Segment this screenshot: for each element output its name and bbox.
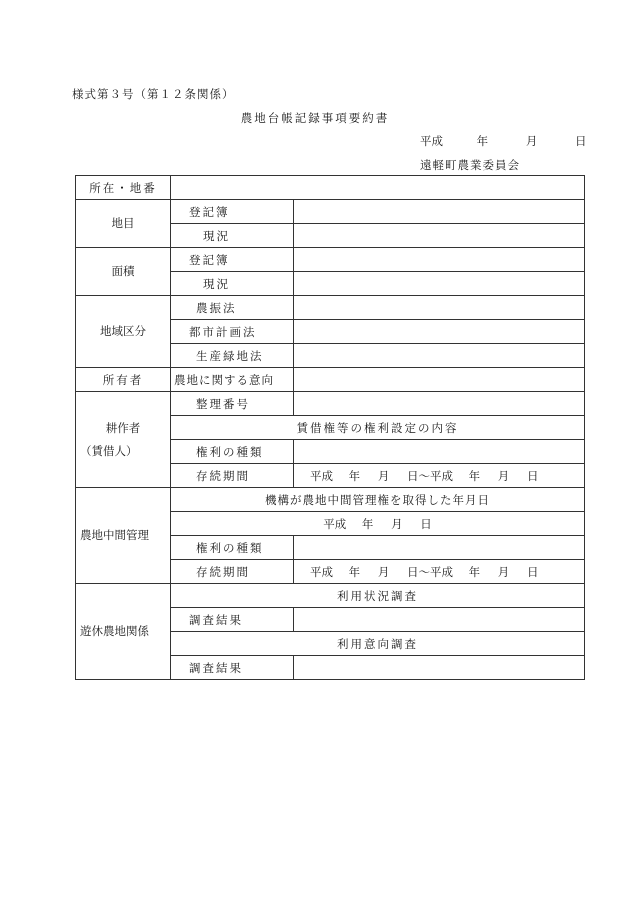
value-location [171,176,585,200]
value-area-current [294,272,585,296]
period-day-end: 日 [526,564,539,579]
date-year: 年 [476,134,489,148]
period-day: 日 [406,564,419,579]
period-month-end: 月 [497,564,510,579]
value-intermediary-period [294,560,585,584]
form-number: 様式第３号（第１２条関係） [72,87,235,101]
value-owner-intent [294,368,585,392]
row-area-registry [76,248,585,272]
label-agri-promotion: 農振法 [171,296,294,320]
label-cultivator-period: 存続期間 [171,464,294,488]
label-zoning: 地域区分 [76,296,171,368]
label-idle: 遊休農地関係 [76,584,171,680]
period-month: 月 [377,468,390,483]
label-chimoku: 地目 [76,200,171,248]
date-era: 平成 [420,134,443,148]
value-green-farmland [294,344,585,368]
value-intermediary-right-type [294,536,585,560]
row-chimoku-registry [76,200,585,224]
label-city-planning: 都市計画法 [171,320,294,344]
row-owner [76,368,585,392]
period-era: 平成 [310,468,333,483]
label-owner-intent: 農地に関する意向 [171,368,294,392]
label-lease-details: 賃借権等の権利設定の内容 [171,416,585,440]
acq-month: 月 [391,516,403,531]
period-day: 日 [406,468,419,483]
label-area-current: 現況 [171,272,294,296]
label-chimoku-registry: 登記簿 [171,200,294,224]
row-cultivator-regno [76,392,585,416]
label-cultivator-line2: （賃借人） [80,443,138,458]
value-survey-result-1 [294,608,585,632]
value-cultivator-period [294,464,585,488]
value-reg-no [294,392,585,416]
value-chimoku-registry [294,200,585,224]
value-acquired-date [171,512,585,536]
period-month: 月 [377,564,390,579]
row-intermediary-acquired [76,488,585,512]
date-day: 日 [574,134,587,148]
label-usage-survey: 利用状況調査 [171,584,585,608]
period-era-end: 平成 [429,468,453,483]
label-cultivator [76,392,171,488]
issue-date [420,133,586,149]
value-cultivator-right-type [294,440,585,464]
period-tilde: 〜 [418,468,430,483]
value-chimoku-current [294,224,585,248]
label-cultivator-right-type: 権利の種類 [171,440,294,464]
summary-table [75,175,585,680]
period-era-end: 平成 [429,564,453,579]
label-area-registry: 登記簿 [171,248,294,272]
period-day-end: 日 [526,468,539,483]
period-tilde: 〜 [418,564,430,579]
label-intermediary: 農地中間管理 [76,488,171,584]
label-intermediary-period: 存続期間 [171,560,294,584]
period-year: 年 [348,468,361,483]
label-intermediary-right-type: 権利の種類 [171,536,294,560]
document-title: 農地台帳記録事項要約書 [240,111,390,125]
period-month-end: 月 [497,468,510,483]
value-area-registry [294,248,585,272]
label-chimoku-current: 現況 [171,224,294,248]
label-acquired-date: 機構が農地中間管理権を取得した年月日 [171,488,585,512]
label-cultivator-line1: 耕作者 [105,420,141,435]
committee-name: 遠軽町農業委員会 [420,158,520,172]
value-city-planning [294,320,585,344]
period-era: 平成 [310,564,333,579]
period-year-end: 年 [468,468,481,483]
acq-day: 日 [420,516,432,531]
row-zoning-agri [76,296,585,320]
value-agri-promotion [294,296,585,320]
label-reg-no: 整理番号 [171,392,294,416]
date-month: 月 [525,134,538,148]
acq-year: 年 [361,516,374,531]
label-intent-survey: 利用意向調査 [171,632,585,656]
row-location [76,176,585,200]
value-survey-result-2 [294,656,585,680]
row-idle-usage [76,584,585,608]
label-area: 面積 [76,248,171,296]
label-survey-result-2: 調査結果 [171,656,294,680]
label-green-farmland: 生産緑地法 [171,344,294,368]
period-year: 年 [348,564,361,579]
acq-era: 平成 [323,516,347,531]
period-year-end: 年 [468,564,481,579]
label-location: 所在・地番 [76,176,171,200]
label-owner: 所有者 [76,368,171,392]
label-survey-result-1: 調査結果 [171,608,294,632]
